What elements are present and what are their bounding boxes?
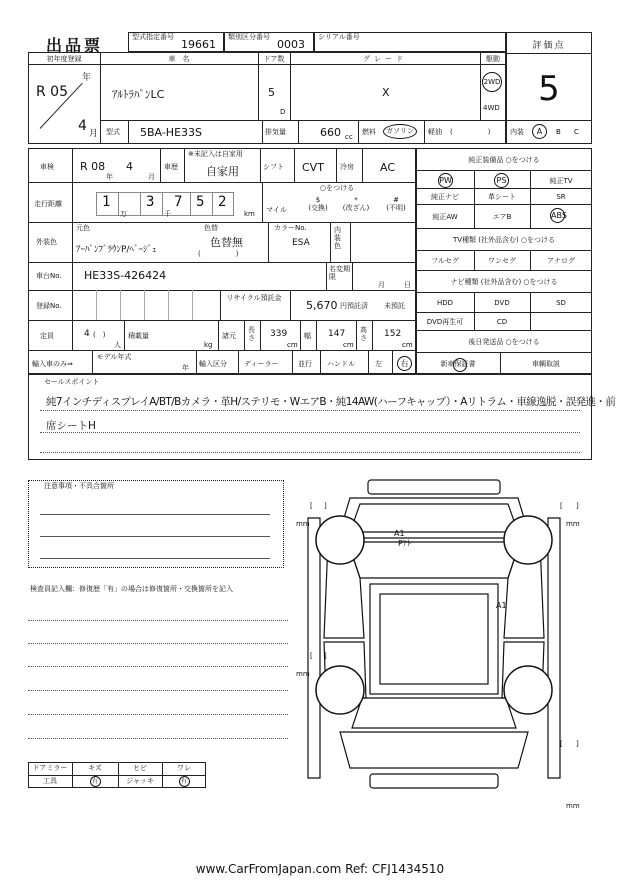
tread-fr-close: ] (576, 502, 579, 510)
model-year-label: モデル年式 (96, 353, 132, 361)
tread-rl-mm: mm (296, 670, 310, 678)
import-dealer: ディーラー (244, 360, 279, 368)
mileage-digit-5: 2 (218, 194, 227, 210)
grade-label: グレード (363, 55, 407, 63)
doors-sub: D (280, 108, 286, 116)
notes-box (28, 480, 284, 568)
length-label: 長さ (248, 326, 255, 342)
rear-bumper (370, 774, 498, 788)
score-value: 5 (538, 69, 560, 109)
door-mirror: ドアミラー (32, 764, 68, 772)
handle-right (397, 356, 412, 371)
footer-ref: www.CarFromJapan.com Ref: CFJ1434510 (195, 862, 445, 876)
mileage-digit-1: 1 (102, 194, 111, 210)
capacity-paren: ( ) (93, 331, 106, 339)
mileage-label: 走行距離 (34, 200, 62, 208)
color-change: 色替無 (210, 236, 243, 249)
history-label: 車歴 (164, 163, 178, 171)
diesel-label: 軽油 (428, 128, 442, 136)
navi-cd: CD (496, 318, 508, 326)
mileage-sen: 千 (164, 210, 171, 218)
navi-dvd-play: DVD再生可 (426, 318, 464, 326)
displacement-label: 排気量 (265, 128, 286, 136)
tv-label: TV種類 (社外品含む) ○をつける (452, 236, 556, 244)
navi-dvd: DVD (494, 299, 510, 307)
mileage-exch-sub: (交換) (308, 204, 328, 212)
inspection-year-unit: 年 (106, 173, 113, 181)
crack: ヒビ (133, 764, 147, 772)
car-name-label: 車 名 (168, 55, 190, 63)
genuine-navi: 純正ナビ (431, 193, 459, 201)
score-label: 評価点 (532, 41, 566, 51)
name-change-day: 日 (404, 281, 411, 289)
sales-line-1: 純7インチディスプレイA/BT/Bカメラ・革H/ステリモ・WエアB・純14AW(ハーフキャップ）・Aリトラム・車線逸脱・誤発進・前 (46, 396, 616, 408)
mileage-exch-symbol: $ (315, 196, 321, 204)
trunk (340, 732, 528, 768)
recycle-unit: 円預託済 (340, 302, 368, 310)
inspection-month-unit: 月 (148, 173, 155, 181)
wheel-front-left (316, 516, 364, 564)
tread-rr-close: ] (576, 740, 579, 748)
height: 152 (384, 329, 402, 339)
history-note: ※未記入は自家用 (188, 150, 243, 158)
mileage-tamper-symbol: * (354, 196, 358, 204)
model: 5BA-HE33S (140, 126, 202, 139)
orig-color: ｱｰﾊﾞﾝﾌﾞﾗｳﾝP/ﾍﾞｰｼﾞｭ (76, 245, 157, 255)
first-reg-era: R 05 (36, 84, 68, 100)
scratch: キズ (88, 764, 102, 772)
import-label: 輸入車のみ⇒ (32, 360, 73, 368)
new-car-cert-circle (453, 358, 467, 372)
class-no: 0003 (277, 38, 305, 51)
pw (438, 173, 453, 188)
manual: 車輌取説 (532, 360, 560, 368)
first-reg-month: 4 (78, 118, 87, 134)
front-bumper (368, 480, 500, 494)
ac-label: 冷房 (340, 163, 354, 171)
shift: CVT (302, 161, 324, 174)
mileage-digit-2: 3 (146, 194, 155, 210)
shift-label: シフト (263, 163, 284, 171)
recycle-amount: 5,670 (306, 299, 338, 312)
jack-mark-text: 有 (179, 776, 190, 787)
abs (550, 208, 565, 223)
mileage-unknown (376, 196, 416, 212)
tread-rl-close: ] (324, 652, 327, 660)
ac: AC (380, 161, 396, 174)
displacement: 660 (320, 126, 341, 139)
import-parallel: 並行 (298, 360, 312, 368)
model-year-unit: 年 (182, 364, 189, 372)
windshield (348, 542, 520, 578)
mileage-exch (298, 196, 338, 212)
fuel-gasoline-text: ガソリン (383, 124, 417, 139)
handle-left: 左 (375, 360, 382, 368)
tv-full: フルセグ (431, 257, 459, 265)
broken: ワレ (177, 764, 191, 772)
mark-a1: A1 (394, 529, 405, 538)
handle-label: ハンドル (327, 360, 355, 368)
sunroof: SR (556, 193, 566, 201)
mileage-digit-4: 5 (196, 194, 205, 210)
inspection-month: 4 (126, 160, 133, 173)
inspection-era: R 08 (80, 160, 106, 173)
capacity-person: 人 (114, 341, 121, 349)
height-label: 高さ (360, 326, 367, 342)
dims-label: 諸元 (222, 332, 236, 340)
mileage-digit-3: 7 (174, 194, 183, 210)
notes-label: 注意事項・不具合箇所 (44, 482, 114, 490)
load-kg: kg (204, 341, 213, 349)
mileage-mark-note: ○をつける (320, 184, 355, 192)
length: 339 (270, 329, 288, 339)
drive-label: 駆動 (486, 55, 500, 63)
capacity-label: 定員 (40, 332, 54, 340)
new-car-cert: 新車保証書 (440, 360, 476, 368)
class-no-label: 類別区分番号 (228, 33, 270, 41)
chassis-no: HE33S-426424 (84, 269, 167, 282)
exterior-label: 外装色 (36, 238, 57, 246)
mileage-tamper (334, 196, 378, 212)
not-deposited: 未預託 (384, 302, 405, 310)
orig-color-label: 元色 (76, 224, 90, 232)
mileage-km: km (244, 210, 255, 218)
tread-fr-mm: mm (566, 520, 580, 528)
damage-diagram (290, 478, 600, 808)
mileage-man: 万 (120, 210, 127, 218)
length-cm: cm (287, 341, 298, 349)
mark-pat: Pｱﾄ (398, 539, 411, 548)
sales-block (28, 374, 592, 460)
wheel-rear-right (504, 666, 552, 714)
load-label: 積載量 (128, 332, 149, 340)
interior-a (532, 124, 547, 139)
regno-label: 登録No. (36, 302, 62, 310)
width-cm: cm (343, 341, 354, 349)
air-b: エアB (492, 213, 512, 221)
fuel-gasoline (383, 124, 417, 139)
drive-2wd (482, 72, 502, 92)
genuine-aw: 純正AW (432, 213, 458, 221)
import-div-label: 輸入区分 (199, 360, 227, 368)
recycle-label: リサイクル預託金 (226, 294, 282, 302)
width: 147 (328, 329, 346, 339)
leather: 革シート (488, 193, 516, 201)
sales-line-2: 席シートH (46, 420, 96, 432)
first-reg-year-unit: 年 (82, 73, 92, 83)
first-reg-month-unit: 月 (89, 129, 99, 139)
model-no-box (128, 32, 224, 52)
inspection-label: 車検 (40, 163, 54, 171)
mileage-tamper-sub: (改ざん) (342, 204, 370, 212)
tread-fl-open: [ (310, 502, 313, 510)
width-label: 幅 (304, 332, 311, 340)
inspector-label: 検査員記入欄：修復歴「有」の場合は修復箇所・交換箇所を記入 (30, 585, 233, 593)
mileage-mile: マイル (266, 206, 287, 214)
pw-text: PW (438, 173, 453, 188)
interior-c: C (574, 128, 579, 136)
history: 自家用 (206, 165, 239, 178)
fuel-label: 燃料 (362, 128, 376, 136)
genuine-tv: 純正TV (549, 177, 573, 185)
car-name: ｱﾙﾄﾗﾊﾟﾝLC (112, 88, 165, 101)
handle-right-text: 右 (397, 356, 412, 371)
class-no-box (224, 32, 314, 52)
drive-4wd: 4WD (483, 104, 500, 112)
navi-label: ナビ種類 (社外品含む) ○をつける (450, 278, 558, 286)
first-reg-label: 初年度登録 (46, 55, 82, 63)
color-change-paren: ( ) (198, 250, 239, 258)
sales-label: セールスポイント (44, 378, 100, 386)
tread-rr-open: [ (560, 740, 563, 748)
navi-hdd: HDD (436, 299, 454, 307)
mark-a1-side: A1 (496, 601, 507, 610)
serial-label: シリアル番号 (318, 33, 360, 41)
tread-rr-mm: mm (566, 802, 580, 808)
mileage-unknown-sub: (不明) (386, 204, 406, 212)
tv-one: ワンセグ (488, 257, 516, 265)
diesel-paren: ( ) (450, 128, 491, 136)
serial-box (314, 32, 506, 52)
interior-color-label: 内装色 (334, 226, 341, 250)
tread-rl-open: [ (310, 652, 313, 660)
tread-fl-mm: mm (296, 520, 310, 528)
ps-text: PS (494, 173, 509, 188)
tv-analog: アナログ (547, 257, 575, 265)
mileage-unknown-symbol: # (393, 196, 399, 204)
capacity: 4 (84, 329, 90, 339)
doors: 5 (268, 86, 275, 99)
jack: ジャッキ (126, 777, 154, 785)
roof (370, 584, 498, 694)
name-change-label: 名変期限 (329, 265, 350, 281)
color-no: ESA (292, 238, 310, 248)
model-no: 19661 (181, 38, 216, 51)
ps (494, 173, 509, 188)
doors-label: ドア数 (263, 55, 285, 63)
tread-fr-open: [ (560, 502, 563, 510)
tools-mark-text: 有 (90, 776, 101, 787)
chassis-label: 車台No. (36, 272, 62, 280)
wheel-front-right (504, 516, 552, 564)
abs-text: ABS (550, 208, 565, 223)
interior-a-text: A (532, 124, 547, 139)
color-change-label: 色替 (204, 224, 218, 232)
interior-b: B (556, 128, 561, 136)
tools: 工具 (43, 777, 57, 785)
navi-sd: SD (556, 299, 566, 307)
drive-2wd-text: 2WD (483, 78, 501, 86)
tools-mark (72, 776, 118, 787)
jack-mark (162, 776, 206, 787)
model-label: 型式 (106, 128, 120, 136)
later-label: 後日発送品 ○をつける (468, 338, 540, 346)
interior-label: 内装 (510, 128, 524, 136)
color-no-label: カラーNo. (274, 224, 307, 232)
tread-fl-close: ] (324, 502, 327, 510)
model-no-label: 型式指定番号 (132, 33, 174, 41)
page-title: 出品票 (46, 36, 104, 55)
height-cm: cm (402, 341, 413, 349)
rear-glass (352, 698, 516, 728)
grade: X (382, 86, 390, 99)
name-change-month: 月 (378, 281, 385, 289)
cc-unit: cc (345, 133, 353, 141)
genuine-label: 純正装備品 ○をつける (468, 156, 540, 164)
wheel-rear-left (316, 666, 364, 714)
